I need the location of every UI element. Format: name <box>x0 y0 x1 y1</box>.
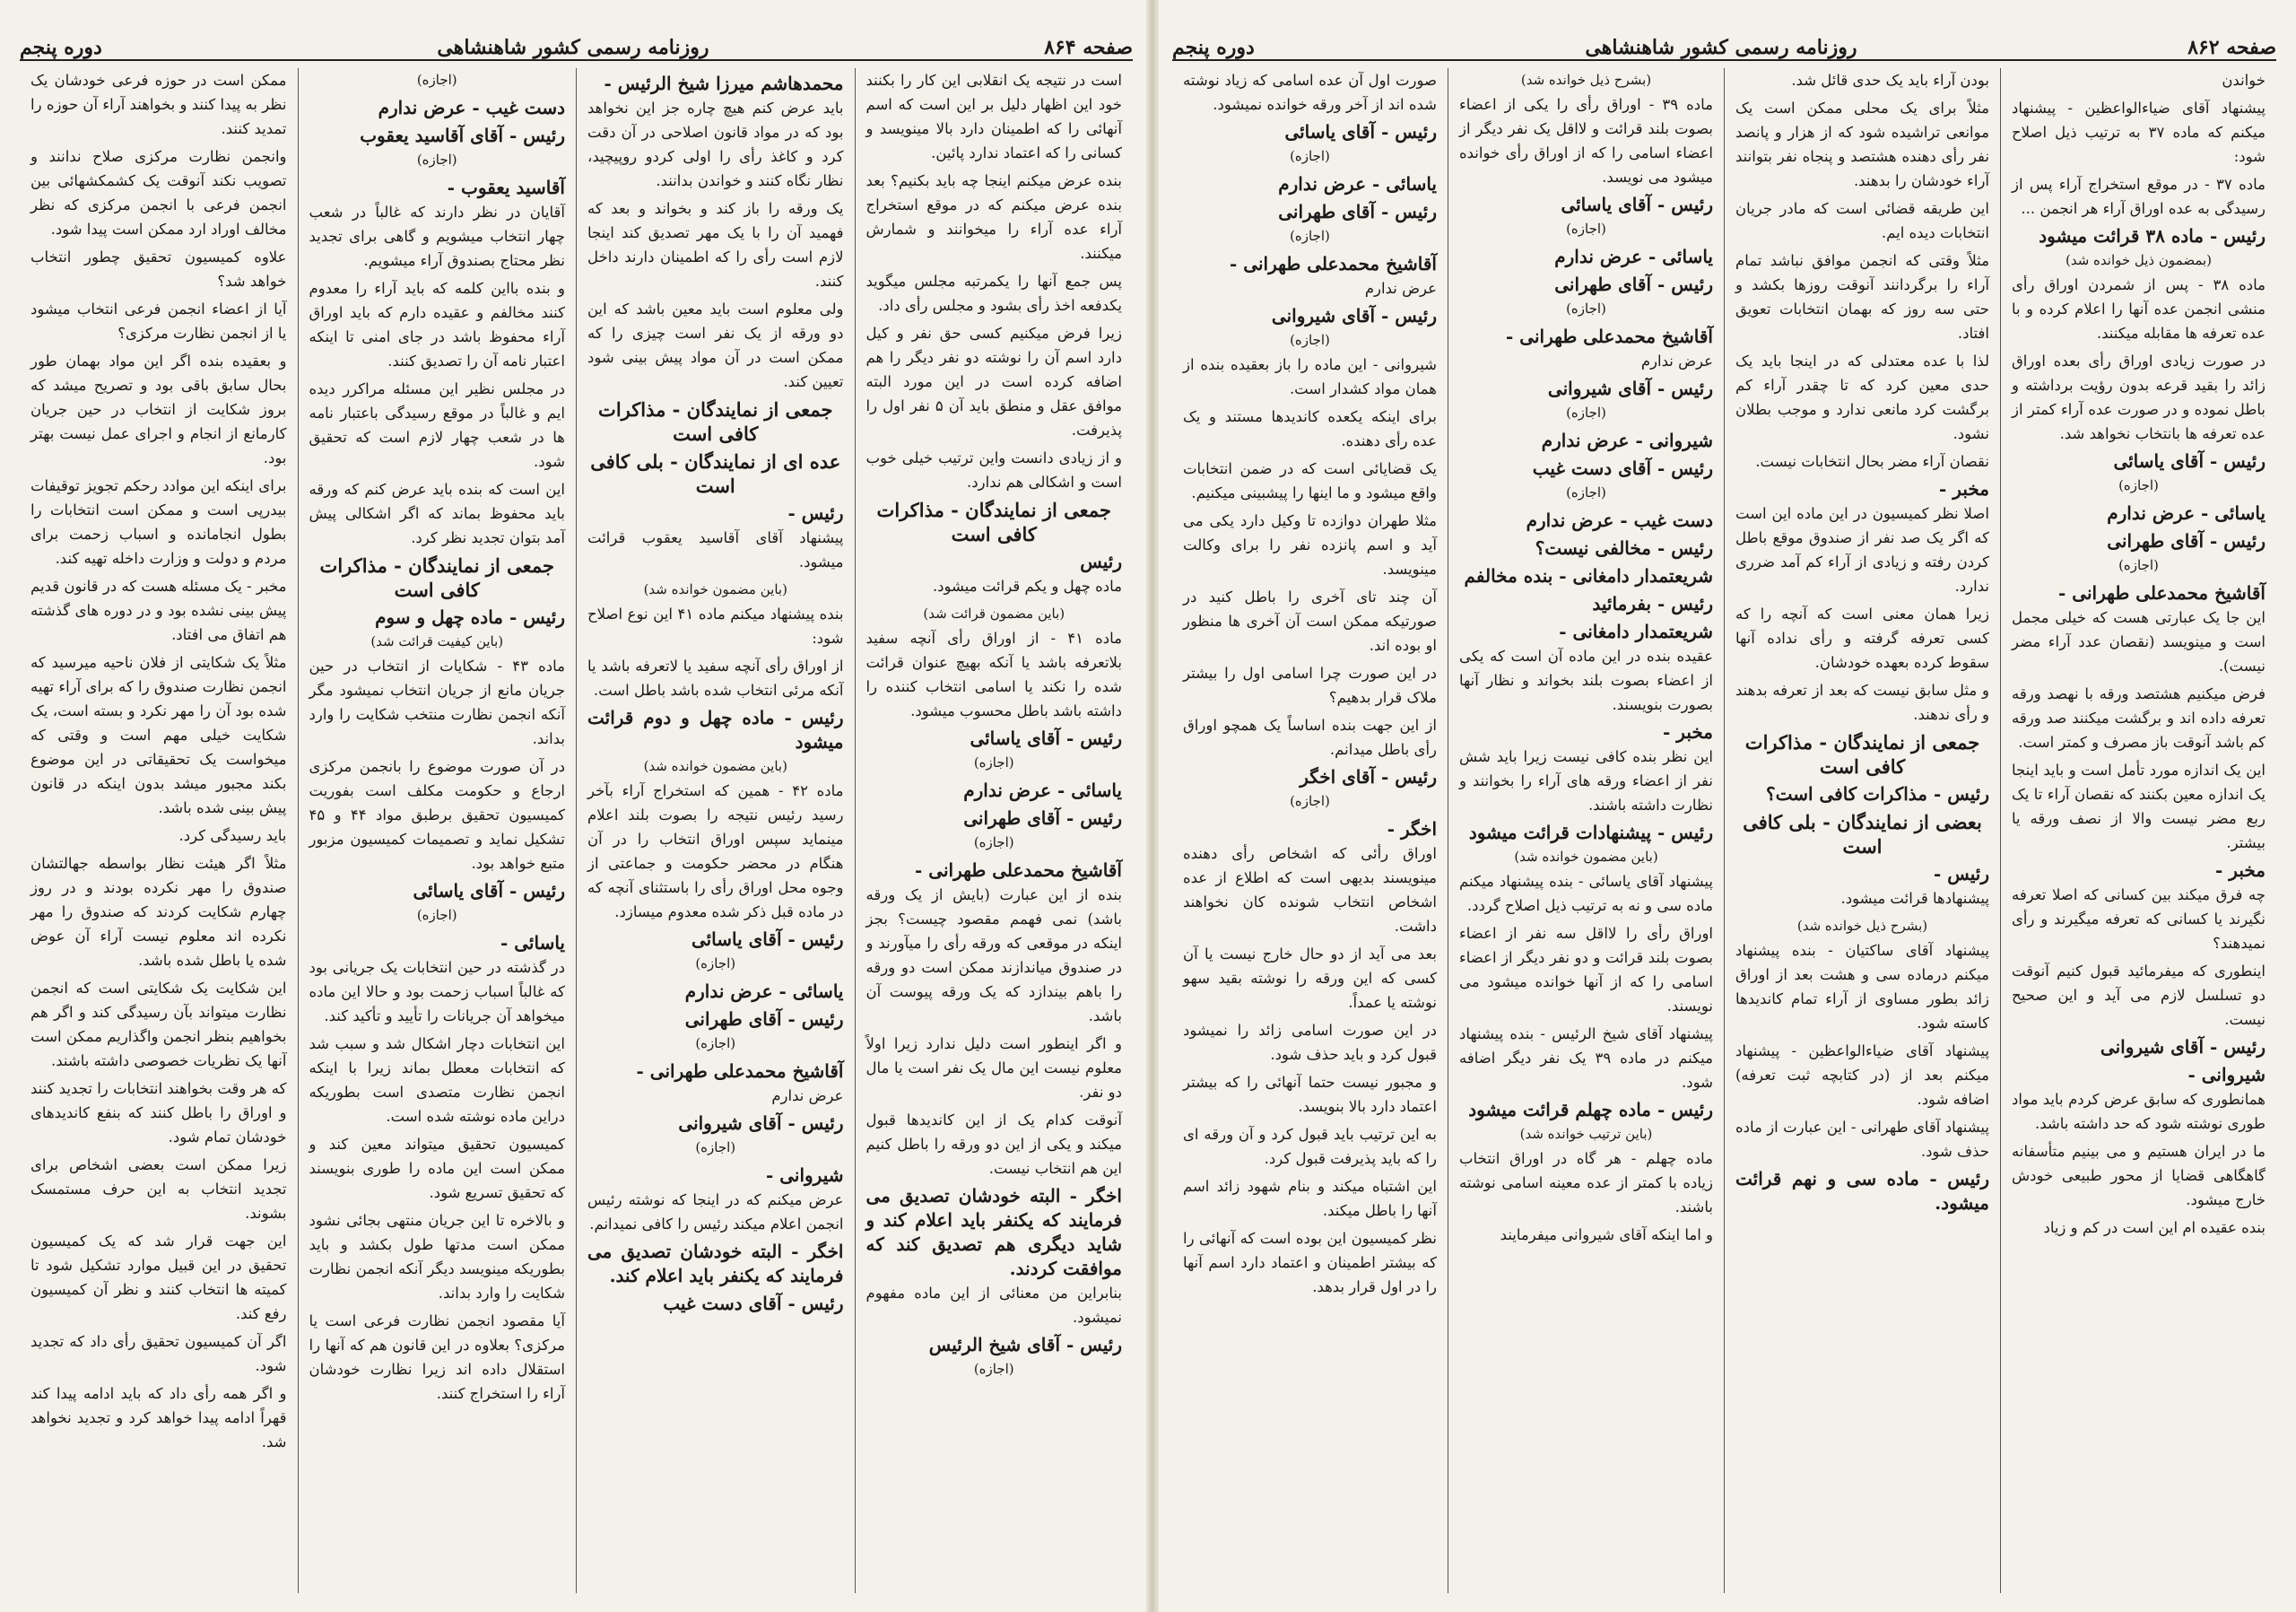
speaker-heading: رئیس - آقای طهرانی <box>963 807 1122 829</box>
paragraph: پیشنهاد آقای ضیاءالواعظین - پیشنهاد میکنم بعد از (در کتابچه ثبت تعرفه) اضافه شود. <box>1735 1042 1989 1108</box>
speaker-heading: رئیس - آقای دست غیب <box>1532 457 1713 479</box>
paragraph: و اما اینکه آقای شیروانی میفرمایند <box>1500 1226 1713 1243</box>
speaker-heading: یاسائی - عرض ندارم <box>684 980 844 1002</box>
parenthetical-note: (اجازه) <box>416 152 457 168</box>
paragraph: و مثل سابق نیست که بعد از تعرفه بدهند و رأی ندهند. <box>1735 682 1989 723</box>
paragraph: این جا یک عبارتی هست که خیلی مجمل است و مینویسد (نقصان عدد آراء مضر نیست). <box>2012 609 2266 675</box>
paragraph: مثلاً یک شکایتی از فلان ناحیه میرسید که انجمن نظارت صندوق را که برای آراء تهیه شده بود آن را مهر نکرد و بسته است، یک شکایت خیلی مهم است و وقتی که میخواست یک تحقیقاتی در این موضوع بکند مجبور میشد بدون اینکه در قانون پیش بینی شده باشد. <box>30 654 287 816</box>
paragraph: در این صورت اسامی زائد را نمیشود قبول کرد و باید حذف شود. <box>1183 1022 1437 1063</box>
paragraph: به این ترتیب باید قبول کرد و آن ورقه ای را که باید پذیرفت قبول کرد. <box>1183 1126 1437 1167</box>
paragraph: اینطوری که میفرمائید قبول کنیم آنوقت دو تسلسل لازم می آید و این صحیح نیست. <box>2012 963 2266 1028</box>
paragraph: ماده ۴۱ - از اوراق رأی آنچه سفید بلاتعرفه باشد یا آنکه بهیچ عنوان قرائت شده را نکند یا اسامی انتخاب کننده را داشته باشد باطل محسوب میشود. <box>865 630 1122 719</box>
speaker-heading: آقاشیخ محمدعلی طهرانی - <box>2058 582 2266 604</box>
text-column <box>2000 68 2276 1593</box>
parenthetical-note: (اجازه) <box>973 754 1014 771</box>
paragraph: ماده ۳۸ - پس از شمردن اوراق رأی منشی انجمن عده آنها را اعلام کرده و با عده تعرفه ها مقابله میکنند. <box>2012 276 2266 342</box>
paragraph: این انتخابات دچار اشکال شد و سبب شد که انتخابات معطل بماند زیرا با اینکه انجمن نظارت متصدی است بطوریکه دراین ماده نوشته شده است. <box>309 1035 565 1125</box>
paragraph: مثلا طهران دوازده تا وکیل دارد یکی می آید و اسم پانزده نفر را برای وکالت مینویسد. <box>1183 512 1437 578</box>
speaker-heading: شریعتمدار دامغانی - <box>1559 621 1713 642</box>
paragraph: این شکایت یک شکایتی است که انجمن نظارت میتواند بآن رسیدگی کند و اگر هم بخواهیم بنظر انجمن واگذاریم ممکن است آنها یک نظریات خصوصی داشته باشند. <box>30 980 287 1069</box>
gazette-title: روزنامه رسمی کشور شاهنشاهی <box>437 36 709 59</box>
speaker-heading: شریعتمدار دامغانی - بنده مخالفم <box>1464 565 1713 587</box>
chorus-remark: عده ای از نمایندگان - بلی کافی است <box>590 450 841 497</box>
speaker-heading: رئیس - آقای آقاسید یعقوب <box>360 125 565 146</box>
paragraph: بودن آراء باید یک حدی قائل شد. <box>1791 72 1989 89</box>
paragraph: چه فرق میکند بین کسانی که اصلا تعرفه نگیرند یا کسانی که تعرفه میگیرند و رأی نمیدهند؟ <box>2012 886 2266 952</box>
paragraph: از این جهت بنده اساساً یک همچو اوراق رأی باطل میدانم. <box>1183 717 1437 758</box>
parenthetical-note: (باین مضمون خوانده شد) <box>643 758 787 774</box>
paragraph: باید عرض کنم هیچ چاره جز این نخواهد بود که در مواد قانون اصلاحی در آن دقت کرد و کاغذ رأی را اولی کردو روپیچید، نظار نگاه کنند و خواندن بدانند. <box>587 100 844 189</box>
paragraph: بعد می آید از دو حال خارج نیست یا آن کسی که این ورقه را نوشته بقید سهو نوشته یا عمداً. <box>1183 945 1437 1011</box>
paragraph: ماده ۳۷ - در موقع استخراج آراء پس از رسیدگی به عده اوراق آراء هر انجمن ... <box>2012 176 2266 217</box>
speaker-heading: یاسائی - عرض ندارم <box>1554 246 1713 267</box>
speaker-heading: رئیس - آقای شیخ الرئیس <box>928 1334 1122 1355</box>
paragraph: بنده عرض میکنم اینجا چه باید بکنیم؟ بعد بنده عرض میکنم که در موقع استخراج آراء عده آراء را میخوانند و شمارش میکنند. <box>865 172 1122 262</box>
speaker-heading: شیروانی - <box>765 1164 844 1186</box>
paragraph: بنده از این عبارت (بایش از یک ورقه باشد) نمی فهمم مقصود چیست؟ بجز اینکه در موقعی که ورقه رأی را میآورند و در صندوق میاندازند ممکن است دو ورقه را باهم بیندازد که یک ورقه پیوست آن باشد. <box>865 886 1122 1024</box>
parenthetical-note: (اجازه) <box>2118 477 2159 493</box>
paragraph: پیشنهاد آقای طهرانی - این عبارت از ماده حذف شود. <box>1735 1119 1989 1160</box>
parenthetical-note: (اجازه) <box>973 1361 1014 1377</box>
paragraph: است در نتیجه یک انقلابی این کار را بکنند خود این اظهار دلیل بر این است که اسم آنهائی را که اطمینان دارد بالا مینویسد و کسانی را که اعتماد ندارد پائین. <box>865 72 1122 161</box>
speaker-heading: رئیس - پیشنهادات قرائت میشود <box>1468 822 1713 843</box>
paragraph: ماده ۴۳ - شکایات از انتخاب در حین جریان مانع از جریان انتخاب نمیشود مگر آنکه انجمن نظارت منتخب شکایت را وارد بداند. <box>309 658 566 747</box>
paragraph: از اوراق رأی آنچه سفید یا لاتعرفه باشد یا آنکه مرئی انتخاب شده باشد باطل است. <box>587 658 844 699</box>
speaker-heading: رئیس - آقای شیروانی <box>678 1112 844 1134</box>
session-label: دوره پنجم <box>20 36 102 59</box>
right-page <box>1152 0 2296 1612</box>
text-column <box>20 68 298 1593</box>
parenthetical-note: (باین مضمون خوانده شد) <box>643 581 787 597</box>
paragraph: این جهت قرار شد که یک کمیسیون تحقیق در این قبیل موارد تشکیل شود تا کمیته ها انتخاب کنند و نظر آن کمیسیون رفع کند. <box>30 1233 287 1322</box>
gazette-title: روزنامه رسمی کشور شاهنشاهی <box>1585 36 1857 59</box>
chorus-remark: بعضی از نمایندگان - بلی کافی است <box>1743 811 1982 858</box>
paragraph: لذا با عده معتدلی که در اینجا باید یک حدی معین کرد که تا چقدر آراء کم برگشت کرد مانعی ندارد و موجب بطلان نشود. <box>1735 353 1989 442</box>
paragraph: کمیسیون تحقیق میتواند معین کند و ممکن است این ماده را طوری بنویسند که تحقیق تسریع شود. <box>309 1136 565 1201</box>
chorus-remark: جمعی از نمایندگان - مذاکرات کافی است <box>598 398 833 445</box>
paragraph: و بنده بااین کلمه که باید آراء را معدوم کنند مخالفم و عقیده دارم که باید اوراق آراء محفوظ باشد در جای امنی تا اینکه اعتبار نامه آن را تصدیق کنند. <box>309 280 565 370</box>
paragraph: عرض ندارم <box>1640 353 1713 370</box>
speaker-heading: مخبر - <box>1939 478 1989 500</box>
paragraph: و مجبور نیست حتما آنهائی را که بیشتر اعتماد دارد بالا بنویسد. <box>1183 1074 1437 1115</box>
speaker-heading: رئیس - آقای یاسائی <box>691 928 844 950</box>
speaker-heading: آقاشیخ محمدعلی طهرانی - <box>915 859 1122 881</box>
paragraph: و بعقیده بنده اگر این مواد بهمان طور بحال سابق باقی بود و تصریح میشد که بروز شکایت از انتخاب در حین جریان کارمانع از انجام و اجرای عمل نیست بهتر بود. <box>30 353 287 466</box>
parenthetical-note: (باین ترتیب خوانده شد) <box>1519 1126 1653 1142</box>
speaker-heading: محمدهاشم میرزا شیخ الرئیس - <box>604 73 844 94</box>
parenthetical-note: (اجازه) <box>973 834 1014 850</box>
paragraph: پیشنهاد آقای یاسائی - بنده پیشنهاد میکنم ماده سی و نه به ترتیب ذیل اصلاح گردد. <box>1459 873 1713 914</box>
parenthetical-note: (باین مضمون خوانده شد) <box>1514 849 1658 865</box>
parenthetical-note: (اجازه) <box>1290 148 1330 164</box>
parenthetical-note: (اجازه) <box>1290 228 1330 244</box>
paragraph: زیرا همان معنی است که آنچه را که کسی تعرفه گرفته و رأی نداده آنها سقوط کرده بعهده خودشان. <box>1735 606 1989 671</box>
speaker-heading: رئیس - ماده چهلم قرائت میشود <box>1468 1099 1713 1120</box>
paragraph: ماده چهلم - هر گاه در اوراق انتخاب زیاده با کمتر از عده معینه اسامی نوشته باشند. <box>1459 1150 1713 1216</box>
speaker-heading: رئیس - آقای یاسائی <box>2113 450 2266 472</box>
speaker-heading: رئیس - مذاکرات کافی است؟ <box>1765 783 1989 805</box>
paragraph: آقایان در نظر دارند که غالباً در شعب چهار انتخاب میشویم و گاهی برای تجدید نظر محتاج بصندوق آراء میشویم. <box>309 204 565 269</box>
paragraph: آنوقت کدام یک از این کاندیدها قبول میکند و یکی از این دو ورقه را باطل کنیم این هم انتخاب نیست. <box>865 1111 1122 1177</box>
parenthetical-note: (اجازه) <box>1566 484 1606 501</box>
paragraph: بنده پیشنهاد میکنم ماده ۴۱ این نوع اصلاح شود: <box>587 606 844 647</box>
paragraph: آیا از اعضاء انجمن فرعی انتخاب میشود یا از انجمن نظارت مرکزی؟ <box>30 301 287 342</box>
paragraph: ما در ایران هستیم و می بینیم متأسفانه گاهگاهی قضایا از محور طبیعی خودش خارج میشود. <box>2012 1143 2266 1208</box>
speaker-heading: دست غیب - عرض ندارم <box>378 97 565 118</box>
chorus-remark: جمعی از نمایندگان - مذاکرات کافی است <box>319 554 554 601</box>
paragraph: آن چند تای آخری را باطل کنید در صورتیکه ممکن است آن آخری ها منظور او بوده اند. <box>1183 588 1437 654</box>
speaker-heading: یاسائی - عرض ندارم <box>2107 502 2266 524</box>
paragraph: پیشنهاد آقای ضیاءالواعظین - پیشنهاد میکنم که ماده ۳۷ به ترتیب ذیل اصلاح شود: <box>2012 100 2266 165</box>
paragraph: عرض ندارم <box>1364 280 1437 297</box>
page-number: صفحه ۸۶۲ <box>2187 36 2276 59</box>
paragraph: صورت اول آن عده اسامی که زیاد نوشته شده اند از آخر ورقه خوانده نمیشود. <box>1183 72 1437 113</box>
speaker-heading: شیروانی - <box>2187 1064 2266 1085</box>
speaker-heading: رئیس - آقای دست غیب <box>663 1293 844 1314</box>
speaker-heading: مخبر - <box>1663 721 1713 743</box>
paragraph: ولی معلوم است باید معین باشد که این دو ورقه از یک نفر است چیزی را که ممکن است در آن مواد پیش بینی شود تعیین کند. <box>587 301 844 390</box>
paragraph: وانجمن نظارت مرکزی صلاح ندانند و تصویب نکند آنوقت یک کشمکشهائی بین انجمن فرعی با انجمن مرکزی که نظر مخالف اوراد ارد ممکن است پیدا شود. <box>30 148 287 238</box>
session-label: دوره پنجم <box>1172 36 1255 59</box>
paragraph: پیشنهاد آقای آقاسید یعقوب قرائت میشود. <box>587 529 844 571</box>
speaker-heading: رئیس - <box>787 502 844 524</box>
paragraph: ماده چهل و یکم قرائت میشود. <box>932 578 1122 595</box>
paragraph: در گذشته در حین انتخابات یک جریانی بود که غالباً اسباب زحمت بود و حالا این ماده میخواهد آن جریانات را تأیید و تأکید کند. <box>309 959 565 1024</box>
speaker-heading: رئیس - آقای یاسائی <box>413 880 565 902</box>
paragraph: یک قضایائی است که در ضمن انتخابات واقع میشود و ما اینها را پیشبینی میکنیم. <box>1183 460 1437 501</box>
parenthetical-note: (بشرح ذیل خوانده شد) <box>1796 918 1928 934</box>
speaker-heading: رئیس - آقای اخگر <box>1300 766 1437 788</box>
paragraph: مثلاً وقتی که انجمن موافق نباشد تمام آراء را برگردانند آنوقت روزها بکشد و حتی سه روز که بهمان انتخابات تعویق افتاد. <box>1735 252 1989 342</box>
paragraph: پیشنهادها قرائت میشود. <box>1840 890 1989 907</box>
text-column <box>1724 68 2000 1593</box>
paragraph: اوراق رأی را لااقل سه نفر از اعضاء بصوت بلند قرائت و دو نفر دیگر از اعضاء اسامی را که از آنها خوانده میشود می نویسند. <box>1459 925 1713 1015</box>
parenthetical-note: (اجازه) <box>1566 405 1606 421</box>
paragraph: این یک اندازه مورد تأمل است و باید اینجا یک اندازه معین بکنند که نقصان آراء تا یک ربع مضر نیست والا از نصف ورقه یا بیشتر. <box>2012 762 2266 851</box>
parenthetical-note: (اجازه) <box>695 1035 736 1051</box>
speaker-heading: یاسائی - عرض ندارم <box>1278 173 1437 195</box>
text-column <box>576 68 855 1593</box>
parenthetical-note: (اجازه) <box>416 72 457 88</box>
speaker-heading: رئیس <box>1080 551 1122 572</box>
paragraph: نظر کمیسیون این بوده است که آنهائی را که بیشتر اطمینان و اعتماد دارد اسم آنها را در اول قرار بدهد. <box>1183 1230 1437 1295</box>
paragraph: این نظر بنده کافی نیست زیرا باید شش نفر از اعضاء ورقه های آراء را بخوانند و نظارت داشته باشند. <box>1459 748 1713 814</box>
speaker-heading: رئیس - <box>1933 863 1989 884</box>
paragraph: ماده ۴۲ - همین که استخراج آراء بآخر رسید رئیس نتیجه را بصوت بلند اعلام مینماید سپس اوراق انتخاب را در آن هنگام در محضر حکومت و جماعتی از وجوه محل اوراق رأی را باستثنای آنچه که در ماده قبل ذکر شده معدوم میسازد. <box>587 782 844 920</box>
parenthetical-note: (باین کیفیت قرائت شد) <box>370 633 504 649</box>
speaker-heading: یاسائی - عرض ندارم <box>963 780 1122 801</box>
speaker-heading: یاسائی - <box>500 932 565 954</box>
speaker-heading: رئیس - آقای یاسائی <box>1561 194 1713 215</box>
paragraph: بنده عقیده ام این است در کم و زیاد <box>2043 1219 2266 1236</box>
speaker-heading: رئیس - آقای یاسائی <box>970 728 1122 749</box>
chorus-remark: جمعی از نمایندگان - مذاکرات کافی است <box>876 499 1111 545</box>
speaker-heading: رئیس - ماده چهل و سوم <box>375 606 565 628</box>
paragraph: مثلاً اگر هیئت نظار بواسطه جهالتشان صندوق را مهر نکرده بودند و در روز چهارم شکایت کردند که صندوق را مهر نکرده اند معلوم نیست آراء آن عوض شده یا باطل شده باشد. <box>30 855 287 969</box>
speaker-heading: آقاشیخ محمدعلی طهرانی - <box>1506 326 1713 347</box>
speaker-heading: اخگر - البته خودشان تصدیق می فرمایند که یکنفر باید اعلام کند و شاید دیگری هم تصدیق کند که موافقت کردند. <box>865 1185 1122 1279</box>
parenthetical-note: (اجازه) <box>416 907 457 923</box>
text-column <box>1172 68 1448 1593</box>
right-page-header <box>1172 23 2276 61</box>
paragraph: و بالاخره تا این جریان منتهی بجائی نشود ممکن است مدتها طول بکشد و باید بطوریکه مینویسد دیگر آنکه انجمن نظارت شکایت را وارد بداند. <box>309 1212 565 1302</box>
paragraph: همانطوری که سابق عرض کردم باید مواد طوری نوشته شود که حد داشته باشد. <box>2012 1091 2266 1132</box>
speaker-heading: رئیس - آقای طهرانی <box>1278 201 1437 222</box>
paragraph: پس جمع آنها را یکمرتبه مجلس میگوید یکدفعه اخذ رأی بشود و مجلس رأی داد. <box>865 273 1122 314</box>
paragraph: برای اینکه این موادد رحکم تجویز توقیفات بیدرپی است و ممکن است انتخابات را بطول انجامانده و اسباب زحمت برای مردم و دولت و وزارت داخله تهیه کند. <box>30 477 287 567</box>
left-page-columns <box>20 68 1133 1593</box>
speaker-heading: رئیس - آقای شیروانی <box>1547 378 1713 399</box>
paragraph: این است که بنده باید عرض کنم که ورقه باید محفوظ بماند که اگر اشکالی پیش آمد بتوان تجدید نظر کرد. <box>309 481 565 546</box>
parenthetical-note: (اجازه) <box>1290 332 1330 348</box>
paragraph: ممکن است در حوزه فرعی خودشان یک نظر به پیدا کنند و بخواهند آراء آن حوزه را تمدید کنند. <box>30 72 287 137</box>
paragraph: و اگر همه رأی داد که باید ادامه پیدا کند قهراً ادامه پیدا خواهد کرد و تجدید نخواهد شد. <box>30 1385 287 1451</box>
paragraph: این طریقه قضائی است که مادر جریان انتخابات دیده ایم. <box>1735 200 1989 241</box>
paragraph: برای اینکه یکعده کاندیدها مستند و یک عده رأی دهنده. <box>1183 408 1437 449</box>
parenthetical-note: (اجازه) <box>695 1139 736 1155</box>
paragraph: اگر آن کمیسیون تحقیق رأی داد که تجدید شود. <box>30 1333 287 1374</box>
speaker-heading: رئیس - آقای طهرانی <box>1554 274 1713 295</box>
paragraph: پیشنهاد آقای ساکتیان - بنده پیشنهاد میکنم درماده سی و هشت بعد از اوراق زائد بطور مساوی از آراء تمام کاندیدها کاسته شود. <box>1735 942 1989 1032</box>
paragraph: خواندن <box>2222 72 2266 89</box>
paragraph: در این صورت چرا اسامی اول را بیشتر ملاک قرار بدهیم؟ <box>1183 665 1437 706</box>
parenthetical-note: (اجازه) <box>1566 221 1606 237</box>
speaker-heading: رئیس - ماده چهل و دوم قرائت میشود <box>587 707 844 753</box>
page-number: صفحه ۸۶۴ <box>1044 36 1133 59</box>
paragraph: یک ورقه را باز کند و بخواند و بعد که فهمید آن را با یک مهر تصدیق کند اینجا لازم است رأی را که اطمینان دارند داخل کنند. <box>587 200 844 290</box>
parenthetical-note: (باین مضمون قرائت شد) <box>923 606 1065 622</box>
paragraph: و از زیادی دانست واین ترتیب خیلی خوب است و اشکالی هم ندارد. <box>865 449 1122 491</box>
paragraph: باید رسیدگی کرد. <box>178 827 287 844</box>
speaker-heading: رئیس - آقای شیروانی <box>1271 305 1437 327</box>
speaker-heading: آقاشیخ محمدعلی طهرانی - <box>1230 253 1437 274</box>
paragraph: شیروانی - این ماده را باز بعقیده بنده از همان مواد کشدار است. <box>1183 356 1437 397</box>
paragraph: پیشنهاد آقای شیخ الرئیس - بنده پیشنهاد میکنم در ماده ۳۹ یک نفر دیگر اضافه شود. <box>1459 1025 1713 1091</box>
chorus-remark: جمعی از نمایندگان - مذاکرات کافی است <box>1744 731 1980 778</box>
paragraph: نقصان آراء مضر بحال انتخابات نیست. <box>1755 453 1989 470</box>
speaker-heading: آقاسید یعقوب - <box>447 177 565 198</box>
parenthetical-note: (بمضمون ذیل خوانده شد) <box>2065 252 2213 268</box>
paragraph: علاوه کمیسیون تحقیق چطور انتخاب خواهد شد؟ <box>30 248 287 290</box>
speaker-heading: آقاشیخ محمدعلی طهرانی - <box>636 1060 844 1082</box>
speaker-heading: اخگر - البته خودشان تصدیق می فرمایند که یکنفر باید اعلام کند. <box>587 1241 844 1286</box>
parenthetical-note: (اجازه) <box>695 955 736 972</box>
parenthetical-note: (بشرح ذیل خوانده شد) <box>1520 72 1652 88</box>
speaker-heading: دست غیب - عرض ندارم <box>1526 510 1713 531</box>
right-page-columns <box>1172 68 2276 1593</box>
speaker-heading: رئیس - ماده سی و نهم قرائت میشود. <box>1735 1168 1989 1214</box>
speaker-heading: رئیس - آقای یاسائی <box>1284 121 1437 143</box>
paragraph: ماده ۳۹ - اوراق رأی را یکی از اعضاء بصوت بلند قرائت و لااقل یک نفر دیگر از اعضاء اسامی را که از اوراق رأی خوانده میشود می نویسد. <box>1459 96 1713 186</box>
text-column <box>298 68 577 1593</box>
parenthetical-note: (اجازه) <box>1290 793 1330 809</box>
paragraph: عرض ندارم <box>771 1087 844 1104</box>
paragraph: در آن صورت موضوع را بانجمن مرکزی ارجاع و حکومت مکلف است بفوریت کمیسیون تحقیق برطبق مواد ۴۴ و ۴۵ تشکیل نماید و تصمیمات کمیسیون مزبور متبع خواهد بود. <box>309 758 565 872</box>
speaker-heading: رئیس - ماده ۳۸ قرائت میشود <box>2039 225 2266 247</box>
speaker-heading: رئیس - بفرمائید <box>1592 593 1713 614</box>
parenthetical-note: (اجازه) <box>2118 557 2159 573</box>
paragraph: آیا مقصود انجمن نظارت فرعی است یا مرکزی؟ بعلاوه در این قانون هم که آنها را استقلال داده اند زیرا نظارت خودشان آراء را استخراج کنند. <box>309 1312 565 1402</box>
speaker-heading: مخبر - <box>2215 859 2266 881</box>
speaker-heading: رئیس - آقای طهرانی <box>2107 530 2266 552</box>
paragraph: که هر وقت بخواهند انتخابات را تجدید کنند و اوراق را باطل کنند که بنفع کاندیدهای خودشان تمام شود. <box>30 1080 287 1146</box>
text-column <box>855 68 1134 1593</box>
speaker-heading: شیروانی - عرض ندارم <box>1541 430 1713 451</box>
paragraph: عرض میکنم که در اینجا که نوشته رئیس انجمن اعلام میکند رئیس را کافی نمیدانم. <box>587 1191 844 1233</box>
speaker-heading: رئیس - آقای طهرانی <box>684 1008 844 1030</box>
paragraph: اصلا نظر کمیسیون در این ماده این است که اگر یک صد نفر از صندوق موقع باطل کردن رفته و زیادی از آراء کم آمد ضرری ندارد. <box>1735 505 1989 595</box>
speaker-heading: رئیس - آقای شیروانی <box>2100 1036 2266 1058</box>
text-column <box>1448 68 1724 1593</box>
paragraph: مثلاً برای یک محلی ممکن است یک موانعی تراشیده شود که از هزار و پانصد نفر رأی دهنده هشتصد و پنجاه نفر بتوانند آراء خودشان را بدهند. <box>1735 100 1989 189</box>
speaker-heading: رئیس - مخالفی نیست؟ <box>1535 537 1713 559</box>
paragraph: و اگر اینطور است دلیل ندارد زیرا اولاً معلوم نیست این مال یک نفر است یا مال دو نفر. <box>865 1035 1122 1101</box>
paragraph: زیرا فرض میکنیم کسی حق نفر و کیل دارد اسم آن را نوشته دو نفر دیگر را هم اضافه کرده است در این مورد البته موافق عقل و منطق باید آن ۵ نفر اول را پذیرفت. <box>865 325 1122 439</box>
paragraph: زیرا ممکن است بعضی اشخاص برای تجدید انتخاب به این حرف مستمسک بشوند. <box>30 1156 287 1222</box>
paragraph: در صورت زیادی اوراق رأی بعده اوراق زائد را بقید قرعه بدون رؤیت برداشته و باطل نموده و در صورت عده آراء کمتر از عده تعرفه ها بانتخاب نخواهد شد. <box>2012 353 2266 442</box>
parenthetical-note: (اجازه) <box>1566 301 1606 317</box>
speaker-heading: اخگر - <box>1387 818 1437 840</box>
paragraph: اوراق رأئی که اشخاص رأی دهنده مینویسند بدیهی است که اطلاع از عده اشخاص انتخاب شونده کان نخواهند داشت. <box>1183 845 1437 935</box>
paragraph: در مجلس نظیر این مسئله مراکرر دیده ایم و غالباً در موقع رسیدگی باعتبار نامه ها در شعب چهار لازم است که تحقیق شود. <box>309 380 565 470</box>
paragraph: فرض میکنیم هشتصد ورقه با نهصد ورقه تعرفه داده اند و برگشت میکنند صد ورقه کم باشد آنوقت باز مصرف و کمتر است. <box>2012 685 2266 751</box>
paragraph: این اشتباه میکند و بنام شهود زائد اسم آنها را باطل میکند. <box>1183 1178 1437 1219</box>
left-page-header <box>20 23 1133 61</box>
paragraph: بنابراین من معنائی از این ماده مفهوم نمیشود. <box>865 1285 1122 1326</box>
paragraph: عقیده بنده در این ماده آن است که یکی از اعضاء بصوت بلند بخواند و نظار آنها بصورت بنویسند. <box>1459 648 1713 713</box>
paragraph: مخبر - یک مسئله هست که در قانون قدیم پیش بینی نشده بود و در دوره های گذشته هم اتفاق می افتاد. <box>30 578 287 643</box>
